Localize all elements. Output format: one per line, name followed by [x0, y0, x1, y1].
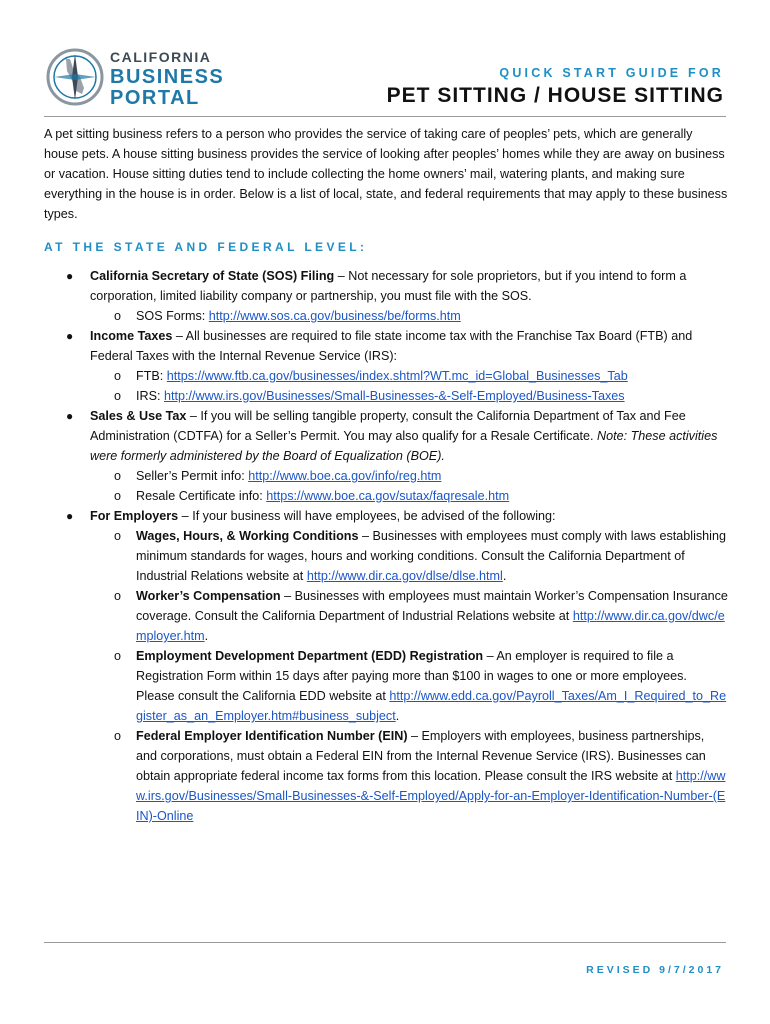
- sub-item-label: SOS Forms:: [136, 309, 209, 323]
- circle-bullet-icon: o: [114, 309, 122, 323]
- requirements-list: [44, 266, 728, 826]
- item-text: – If you will be selling tangible property, consult the California Department of Tax and Fee Administration (CDTFA) for a Seller’s Permit. You may also qualify for a Resale Certificate.: [90, 409, 686, 443]
- dir-dlse-link[interactable]: http://www.dir.ca.gov/dlse/dlse.html: [306, 569, 503, 583]
- sos-forms-link[interactable]: http://www.sos.ca.gov/business/be/forms.htm: [208, 309, 461, 323]
- edd-link[interactable]: http://www.edd.ca.gov/Payroll_Taxes/Am_I_Required_to_Register_as_an_Employer.htm#business_subject: [136, 689, 727, 723]
- header-divider: [44, 116, 726, 117]
- sub-item-text: – Employers with employees, business partnerships, and corporations, must obtain a Federal EIN from the Internal Revenue Service (IRS). Businesses can obtain appropriate federal income tax forms from this location. Please consult the IRS website at: [136, 729, 706, 783]
- circle-bullet-icon: o: [114, 389, 122, 403]
- sub-item-sos-forms: [44, 306, 728, 326]
- irs-link[interactable]: http://www.irs.gov/Businesses/Small-Businesses-&-Self-Employed/Business-Taxes: [164, 389, 625, 403]
- section-heading: AT THE STATE AND FEDERAL LEVEL:: [44, 240, 368, 254]
- item-title: California Secretary of State (SOS) Filing: [90, 269, 335, 283]
- sub-item-ftb: [44, 366, 728, 386]
- circle-bullet-icon: o: [114, 489, 122, 503]
- sub-item-label: IRS:: [136, 389, 164, 403]
- sub-item-text: – An employer is required to file a Registration Form within 15 days after paying more than $100 in wages to one or more employees. Please consult the California EDD website at: [136, 649, 687, 703]
- compass-logo-icon: [46, 44, 106, 114]
- logo-text-california: CALIFORNIA: [110, 49, 212, 65]
- item-text: – All businesses are required to file state income tax with the Franchise Tax Board (FTB) and Federal Taxes with the Internal Revenue Service (IRS):: [90, 329, 693, 363]
- item-text: – Not necessary for sole proprietors, but if you intend to form a corporation, limited liability company or partnership, you must file with the SOS.: [90, 269, 687, 303]
- sub-item-wages: o Wages, Hours, & Working Conditions – Businesses with employees must comply with laws establishing minimum standards for wages, hours and working conditions. Consult the California Department of Industrial Relations website at http://www.dir.ca.gov/dlse/dlse.html.: [44, 526, 728, 586]
- logo-text-portal: PORTAL: [110, 87, 200, 109]
- sub-item-title: Wages, Hours, & Working Conditions: [136, 529, 359, 543]
- sub-item-resale-certificate: [44, 486, 728, 506]
- guide-kicker: QUICK START GUIDE FOR: [499, 66, 724, 80]
- page-title: PET SITTING / HOUSE SITTING: [386, 84, 724, 107]
- sellers-permit-link[interactable]: http://www.boe.ca.gov/info/reg.htm: [248, 469, 442, 483]
- item-title: For Employers: [90, 509, 179, 523]
- circle-bullet-icon: o: [114, 729, 122, 743]
- sub-item-label: FTB:: [136, 369, 167, 383]
- circle-bullet-icon: o: [114, 589, 122, 603]
- circle-bullet-icon: o: [114, 469, 122, 483]
- bullet-icon: ●: [66, 509, 74, 523]
- item-text: – If your business will have employees, be advised of the following:: [178, 509, 556, 523]
- list-item-sales-use-tax: [44, 406, 728, 466]
- footer-divider: [44, 942, 726, 943]
- sub-item-ein: [44, 726, 728, 826]
- bullet-icon: ●: [66, 269, 74, 283]
- bullet-icon: ●: [66, 409, 74, 423]
- list-item-sos: [44, 266, 728, 306]
- sub-item-title: Worker’s Compensation: [136, 589, 281, 603]
- sub-item-label: Resale Certificate info:: [136, 489, 267, 503]
- sub-item-text: – Businesses with employees must comply with laws establishing minimum standards for wages, hours and working conditions. Consult the California Department of Industrial Relations website at: [136, 529, 726, 583]
- dir-dwc-link[interactable]: http://www.dir.ca.gov/dwc/employer.htm: [136, 609, 725, 643]
- resale-certificate-link[interactable]: https://www.boe.ca.gov/sutax/faqresale.htm: [266, 489, 510, 503]
- sub-item-title: Federal Employer Identification Number (EIN): [136, 729, 408, 743]
- sub-item-sellers-permit: [44, 466, 728, 486]
- bullet-icon: ●: [66, 329, 74, 343]
- sub-item-edd-registration: o Employment Development Department (EDD) Registration – An employer is required to file a Registration Form within 15 days after paying more than $100 in wages to one or more employees. Please consult the California EDD website at http://www.edd.ca.gov/Payroll_Taxes/Am_I_Required_to_Register_as_an_Employer.htm#business_subject.: [44, 646, 728, 726]
- list-item-income-taxes: [44, 326, 728, 366]
- logo-text-business: BUSINESS: [110, 66, 225, 88]
- revision-date: REVISED 9/7/2017: [586, 964, 724, 976]
- item-title: Sales & Use Tax: [90, 409, 187, 423]
- ftb-link[interactable]: https://www.ftb.ca.gov/businesses/index.shtml?WT.mc_id=Global_Businesses_Tab: [166, 369, 628, 383]
- california-business-portal-logo[interactable]: [46, 44, 246, 114]
- item-note: Note: These activities were formerly administered by the Board of Equalization (BOE).: [90, 429, 718, 463]
- circle-bullet-icon: o: [114, 529, 122, 543]
- sub-item-text: – Businesses with employees must maintain Worker’s Compensation Insurance coverage. Consult the California Department of Industrial Relations website at: [136, 589, 728, 623]
- sub-item-irs: [44, 386, 728, 406]
- sub-item-workers-comp: o Worker’s Compensation – Businesses with employees must maintain Worker’s Compensation Insurance coverage. Consult the California Department of Industrial Relations website at http://www.dir.ca.gov/dwc/employer.htm.: [44, 586, 728, 646]
- sub-item-label: Seller’s Permit info:: [136, 469, 249, 483]
- circle-bullet-icon: o: [114, 369, 122, 383]
- item-title: Income Taxes: [90, 329, 173, 343]
- irs-ein-link[interactable]: http://www.irs.gov/Businesses/Small-Businesses-&-Self-Employed/Apply-for-an-Employer-Identification-Number-(EIN)-Online: [136, 769, 726, 823]
- intro-paragraph: A pet sitting business refers to a person who provides the service of taking care of peoples’ pets, which are generally house pets. A house sitting business provides the service of looking after peoples’ homes while they are away on business or vacation. House sitting duties tend to include collecting the home owners’ mail, watering plants, and making sure everything in the house is in order. Below is a list of local, state, and federal requirements that may apply to these business types.: [44, 127, 728, 221]
- circle-bullet-icon: o: [114, 649, 122, 663]
- list-item-for-employers: [44, 506, 728, 526]
- sub-item-title: Employment Development Department (EDD) Registration: [136, 649, 484, 663]
